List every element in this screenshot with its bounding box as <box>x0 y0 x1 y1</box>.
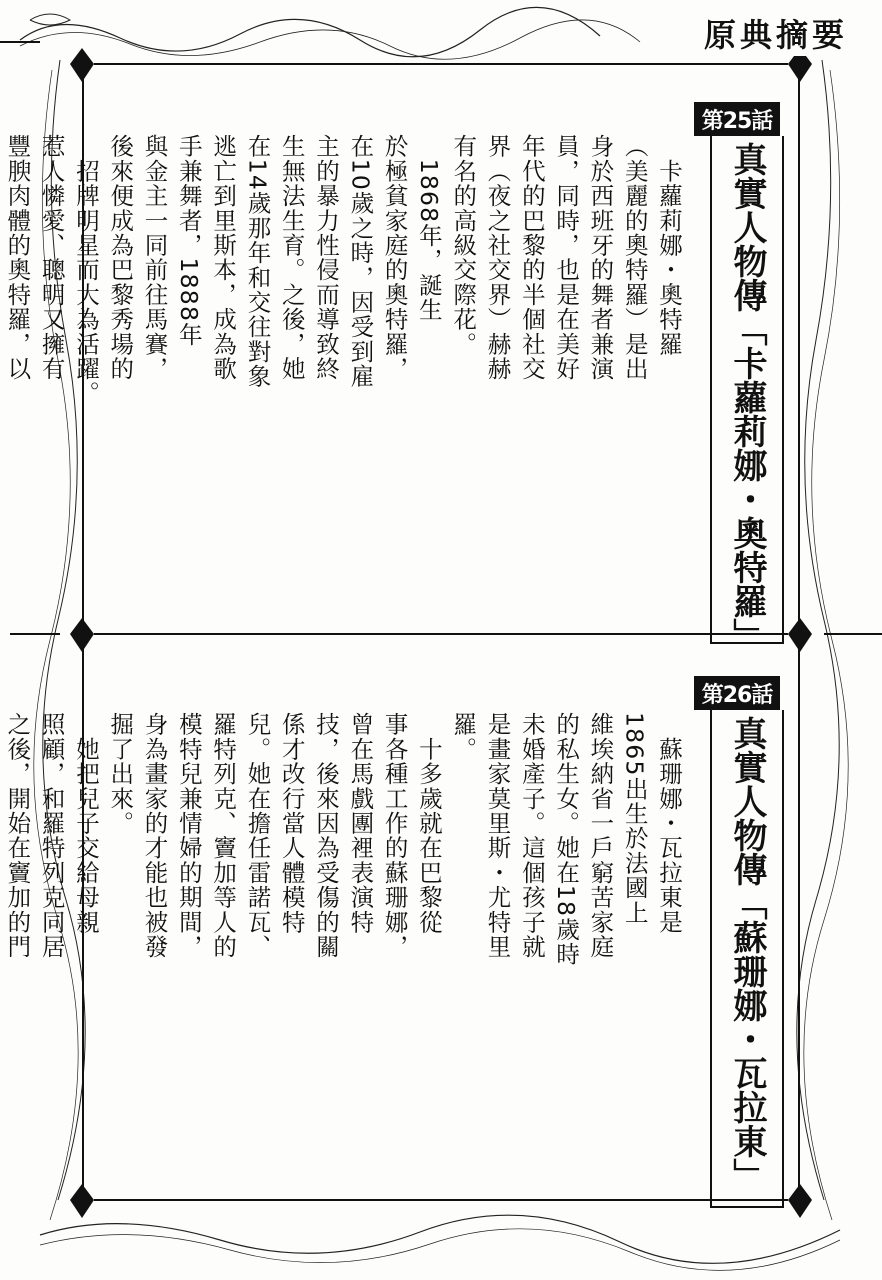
page-title: 原典摘要 <box>698 10 854 56</box>
article-title-box <box>710 710 784 1208</box>
article-section-25 <box>3 62 800 652</box>
article-body: 卡蘿莉娜・奧特羅 （美麗的奧特羅）是出 身於西班牙的舞者兼演 員，同時，也是在美好 年代的巴黎的半個社交 界（夜之社交界）赫赫 有名的高級交際花。 1868年，誕生 於極貧家庭的奧特羅， 在10歲之時，因受到雇 主的暴力性侵而導致終 生無法生育。之後，她 在14歲那年和交往對象 逃亡到里斯本，成為歌 手兼舞者，1888年 與金主一同前往馬賽， 後來便成為巴黎秀場的 招牌明星而大為活躍。 惹人憐愛、聰明又擁有 豐腴肉體的奧特羅，以 <box>3 134 683 406</box>
episode-badge: 第25話 <box>694 102 780 136</box>
article-title-box <box>710 136 784 652</box>
article-title: 真實人物傳「卡蘿莉娜・奧特羅」 <box>727 142 767 652</box>
article-body: 蘇珊娜・瓦拉東是 1865出生於法國上 維埃納省一戶窮苦家庭 的私生女。她在18歲時 未婚產子。這個孩子就 是畫家莫里斯・尤特里 羅。 十多歲就在巴黎從 事各種工作的蘇珊娜， 曾在馬戲團裡表演特 技，後來因為受傷的關 係才改行當人體模特 兒。她在擔任雷諾瓦、 羅特列克、竇加等人的 模特兒兼情婦的期間， 身為畫家的才能也被發 掘了出來。 她把兒子交給母親 照顧，和羅特列克同居 之後，開始在竇加的門 <box>3 712 683 967</box>
episode-badge: 第26話 <box>694 676 780 710</box>
article-title: 真實人物傳「蘇珊娜・瓦拉東」 <box>727 716 767 1192</box>
article-section-26 <box>3 642 800 1200</box>
